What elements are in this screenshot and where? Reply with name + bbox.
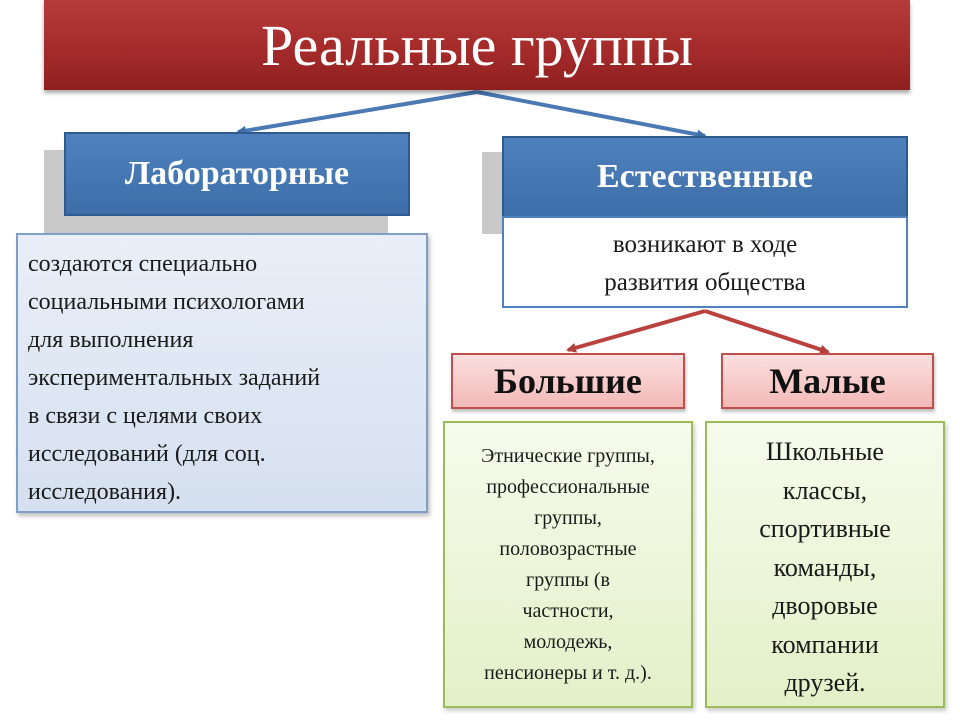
laboratory-description-line: исследований (для соц. (28, 441, 266, 467)
small-description-line: компании (771, 629, 879, 659)
laboratory-description-line: в связи с целями своих (28, 403, 263, 429)
large-description-line: Этнические группы, (481, 445, 655, 467)
large-description-line: группы, (534, 507, 602, 529)
large-description-line: частности, (522, 600, 614, 622)
arrow-to-small (705, 311, 828, 352)
laboratory-description (16, 233, 428, 513)
small-description-line: спортивные (759, 514, 891, 543)
natural-header (502, 136, 908, 218)
large-description-line: пенсионеры и т. д.). (484, 662, 652, 684)
laboratory-description-line: создаются специально (28, 251, 258, 277)
laboratory-description-line: исследования). (28, 479, 182, 505)
laboratory-description-line: для выполнения (28, 327, 194, 353)
arrow-to-laboratory (238, 92, 477, 132)
large-label: Большие (494, 361, 642, 401)
large-description (443, 421, 693, 708)
title-banner (44, 0, 910, 90)
small-description-line: Школьные (766, 437, 884, 466)
large-description-line: группы (в (526, 569, 610, 591)
large-header (451, 353, 685, 409)
natural-description (502, 216, 908, 308)
small-description-line: классы, (782, 475, 868, 505)
small-description (705, 421, 945, 708)
arrow-to-large (568, 311, 705, 350)
natural-description-line: возникают в ходе (612, 231, 798, 258)
natural-label: Естественные (596, 158, 814, 195)
small-description-line: друзей. (784, 668, 866, 697)
small-description-line: дворовые (772, 591, 878, 620)
arrow-to-natural (477, 92, 705, 136)
small-header (721, 353, 934, 409)
small-description-line: команды, (773, 552, 877, 582)
large-description-line: половозрастные (499, 538, 637, 560)
laboratory-label: Лабораторные (124, 155, 350, 192)
large-description-line: профессиональные (486, 476, 650, 498)
page-title: Реальные группы (261, 13, 693, 78)
laboratory-description-line: экспериментальных заданий (28, 365, 321, 391)
laboratory-description-line: социальными психологами (28, 289, 305, 315)
large-description-line: молодежь, (523, 631, 613, 653)
small-label: Малые (769, 361, 886, 401)
laboratory-header (64, 132, 410, 216)
natural-description-line: развития общества (604, 269, 806, 296)
